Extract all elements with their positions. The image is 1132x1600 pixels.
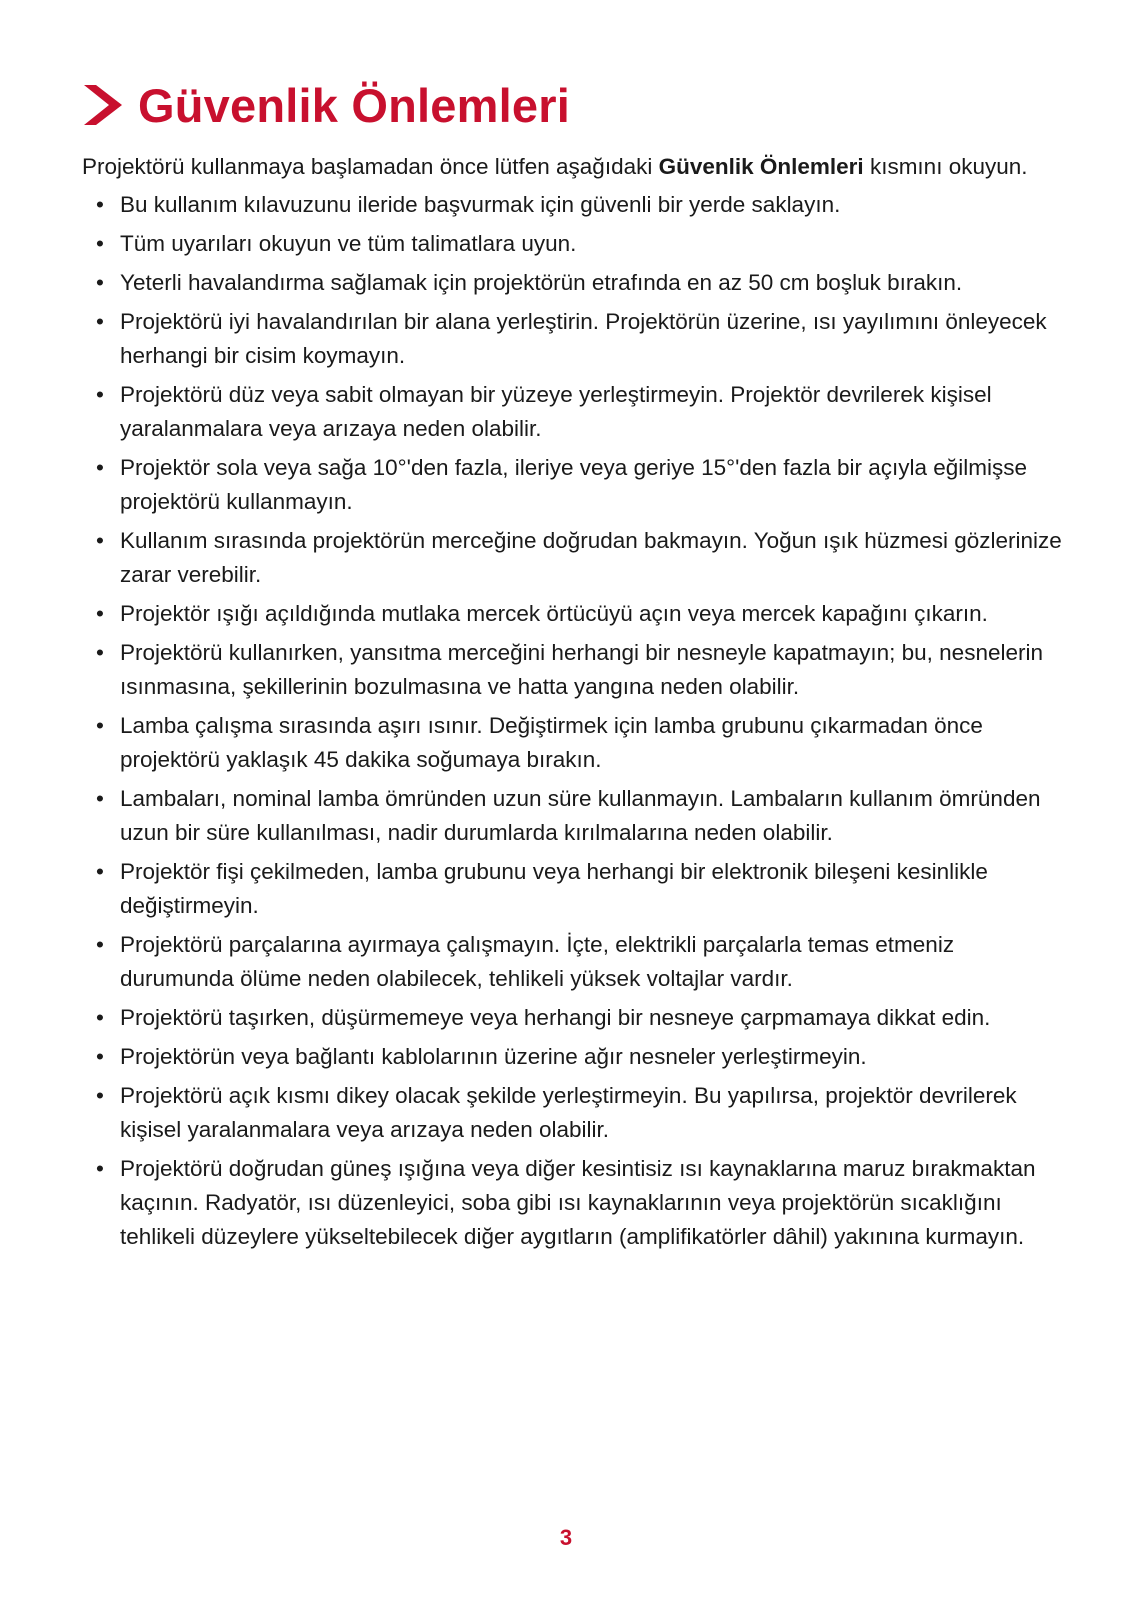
list-item-text: Projektörü açık kısmı dikey olacak şekilde yerleştirmeyin. Bu yapılırsa, projektör devrilerek kişisel yaralanmalara veya arızaya neden olabilir. (120, 1083, 1017, 1142)
intro-bold-text: Güvenlik Önlemleri (658, 154, 864, 179)
list-item (88, 524, 1062, 592)
bullet-icon: • (96, 192, 104, 217)
list-item (88, 928, 1062, 996)
bullet-icon: • (96, 601, 104, 626)
list-item (88, 1001, 1062, 1035)
list-item (88, 188, 1062, 222)
bullet-icon: • (96, 859, 104, 884)
bullet-icon: • (96, 270, 104, 295)
list-item-text: Tüm uyarıları okuyun ve tüm talimatlara uyun. (120, 231, 577, 256)
bullet-icon: • (96, 786, 104, 811)
list-item-text: Projektörü parçalarına ayırmaya çalışmayın. İçte, elektrikli parçalarla temas etmeniz durumunda ölüme neden olabilecek, tehlikeli yüksek voltajlar vardır. (120, 932, 955, 991)
list-item (88, 1040, 1062, 1074)
bullet-icon: • (96, 309, 104, 334)
bullet-icon: • (96, 1083, 104, 1108)
list-item-text: Projektörü taşırken, düşürmemeye veya herhangi bir nesneye çarpmamaya dikkat edin. (120, 1005, 991, 1030)
list-item (88, 782, 1062, 850)
list-item (88, 451, 1062, 519)
list-item-text: Kullanım sırasında projektörün merceğine doğrudan bakmayın. Yoğun ışık hüzmesi gözlerinize zarar verebilir. (120, 528, 1062, 587)
list-item-text: Projektörü kullanırken, yansıtma merceğini herhangi bir nesneyle kapatmayın; bu, nesnelerin ısınmasına, şekillerinin bozulmasına ve hatta yangına neden olabilir. (120, 640, 1043, 699)
list-item-text: Projektörü düz veya sabit olmayan bir yüzeye yerleştirmeyin. Projektör devrilerek kişisel yaralanmalara veya arızaya neden olabilir. (120, 382, 992, 441)
list-item (88, 378, 1062, 446)
list-item (88, 855, 1062, 923)
safety-page (82, 70, 1062, 1259)
bullet-icon: • (96, 455, 104, 480)
section-heading (82, 70, 1062, 140)
list-item-text: Projektör ışığı açıldığında mutlaka mercek örtücüyü açın veya mercek kapağını çıkarın. (120, 601, 988, 626)
list-item-text: Projektörü doğrudan güneş ışığına veya diğer kesintisiz ısı kaynaklarına maruz bırakmaktan kaçının. Radyatör, ısı düzenleyici, soba gibi ısı kaynaklarının veya projektörün sıcaklığını tehlikeli düzeylere yükseltebilecek diğer aygıtların (amplifikatörler dâhil) yakınına kurmayın. (120, 1156, 1036, 1249)
safety-rules-list (82, 188, 1062, 1254)
bullet-icon: • (96, 1005, 104, 1030)
bullet-icon: • (96, 713, 104, 738)
intro-text-before: Projektörü kullanmaya başlamadan önce lütfen aşağıdaki (82, 154, 659, 179)
list-item (88, 227, 1062, 261)
bullet-icon: • (96, 1156, 104, 1181)
bullet-icon: • (96, 231, 104, 256)
intro-text-after: kısmını okuyun. (863, 154, 1028, 179)
list-item-text: Lamba çalışma sırasında aşırı ısınır. Değiştirmek için lamba grubunu çıkarmadan önce projektörü yaklaşık 45 dakika soğumaya bırakın. (120, 713, 983, 772)
list-item (88, 1152, 1062, 1254)
list-item-text: Projektörün veya bağlantı kablolarının üzerine ağır nesneler yerleştirmeyin. (120, 1044, 867, 1069)
list-item-text: Projektör sola veya sağa 10°'den fazla, ileriye veya geriye 15°'den fazla bir açıyla eğilmişse projektörü kullanmayın. (120, 455, 1028, 514)
bullet-icon: • (96, 528, 104, 553)
list-item (88, 597, 1062, 631)
page-number: 3 (559, 1525, 573, 1550)
list-item (88, 266, 1062, 300)
bullet-icon: • (96, 932, 104, 957)
chevron-right-icon (82, 81, 124, 129)
list-item-text: Projektör fişi çekilmeden, lamba grubunu veya herhangi bir elektronik bileşeni kesinlikle değiştirmeyin. (120, 859, 988, 918)
list-item-text: Lambaları, nominal lamba ömründen uzun süre kullanmayın. Lambaların kullanım ömründen uzun bir süre kullanılması, nadir durumlarda kırılmalarına neden olabilir. (120, 786, 1041, 845)
bullet-icon: • (96, 1044, 104, 1069)
bullet-icon: • (96, 382, 104, 407)
list-item (88, 709, 1062, 777)
page-title: Güvenlik Önlemleri (138, 78, 570, 132)
list-item-text: Projektörü iyi havalandırılan bir alana yerleştirin. Projektörün üzerine, ısı yayılımını önleyecek herhangi bir cisim koymayın. (120, 309, 1047, 368)
list-item (88, 1079, 1062, 1147)
intro-paragraph (82, 150, 1062, 184)
list-item-text: Bu kullanım kılavuzunu ileride başvurmak için güvenli bir yerde saklayın. (120, 192, 841, 217)
list-item-text: Yeterli havalandırma sağlamak için projektörün etrafında en az 50 cm boşluk bırakın. (120, 270, 963, 295)
list-item (88, 305, 1062, 373)
list-item (88, 636, 1062, 704)
bullet-icon: • (96, 640, 104, 665)
